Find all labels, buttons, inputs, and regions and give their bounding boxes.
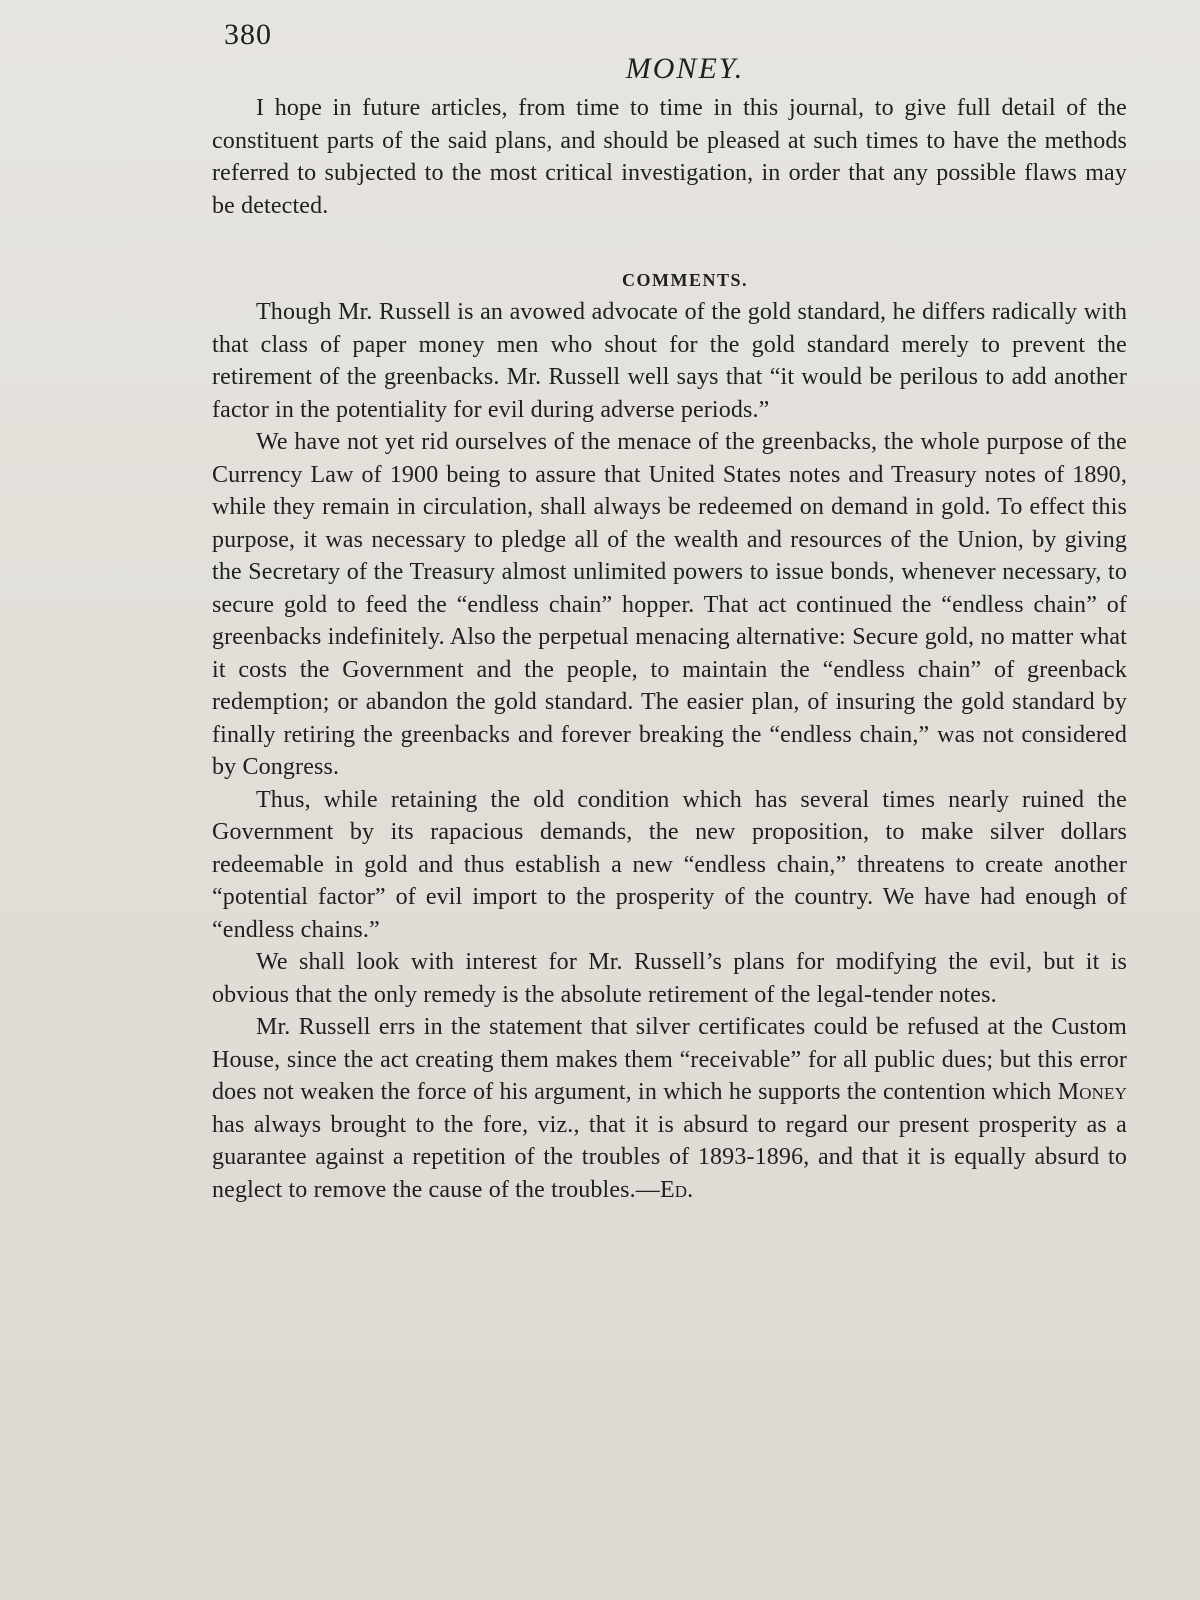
comment-paragraph-5 (212, 1011, 1127, 1206)
intro-block (212, 92, 1127, 222)
money-journal-name: Money (1057, 1079, 1128, 1105)
section-heading: COMMENTS. (622, 270, 748, 290)
comments-block (212, 296, 1127, 1206)
comment-paragraph-1: Though Mr. Russell is an avowed advocate of the gold standard, he differs radically with that class of paper money men who shout for the gold standard merely to prevent the retirement of the greenbacks. Mr. Russell well says that “it would be perilous to add another factor in the potentiality for evil during adverse periods.” (212, 299, 1127, 423)
comment-paragraph-3: Thus, while retaining the old condition which has several times nearly ruined the Government by its rapacious demands, the new proposition, to make silver dollars redeemable in gold and thus establish a new “endless chain,” threatens to create another “potential factor” of evil import to the prosperity of the country. We have had enough of “endless chains.” (212, 786, 1127, 943)
editor-signature: Ed. (659, 1176, 694, 1203)
page-number: 380 (224, 18, 272, 51)
comment-paragraph-5-part-2: has always brought to the fore, viz., that it is absurd to regard our present prosperity as a guarantee against a repetition of the troubles of 1893-1896, and that it is equally absurd to neglect to remove the cause of the troubles.— (212, 1111, 1127, 1203)
comment-paragraph-4: We shall look with interest for Mr. Russell’s plans for modifying the evil, but it is obvious that the only remedy is the absolute retirement of the legal-tender notes. (212, 949, 1127, 1008)
intro-paragraph: I hope in future articles, from time to time in this journal, to give full detail of the constituent parts of the said plans, and should be pleased at such times to have the methods referred to subjected to the most critical investigation, in order that any possible flaws may be detected. (212, 95, 1127, 219)
comment-paragraph-2: We have not yet rid ourselves of the menace of the greenbacks, the whole purpose of the Currency Law of 1900 being to assure that United States notes and Treasury notes of 1890, while they remain in circulation, shall always be redeemed on demand in gold. To effect this purpose, it was necessary to pledge all of the wealth and resources of the Union, by giving the Secretary of the Treasury almost unlimited powers to issue bonds, whenever necessary, to secure gold to feed the “endless chain” hopper. That act continued the “endless chain” of greenbacks indefinitely. Also the perpetual menacing alternative: Secure gold, no matter what it costs the Government and the people, to maintain the “endless chain” of greenback redemption; or abandon the gold standard. The easier plan, of insuring the gold standard by finally retiring the greenbacks and forever breaking the “endless chain,” was not considered by Congress. (212, 429, 1127, 780)
comment-paragraph-5-part-1: Mr. Russell errs in the statement that silver certificates could be refused at the Custom House, since the act creating them makes them “receivable” for all public dues; but this error does not weaken the force of his argument, in which he supports the contention which (212, 1014, 1127, 1105)
running-head: MONEY. (625, 52, 745, 85)
